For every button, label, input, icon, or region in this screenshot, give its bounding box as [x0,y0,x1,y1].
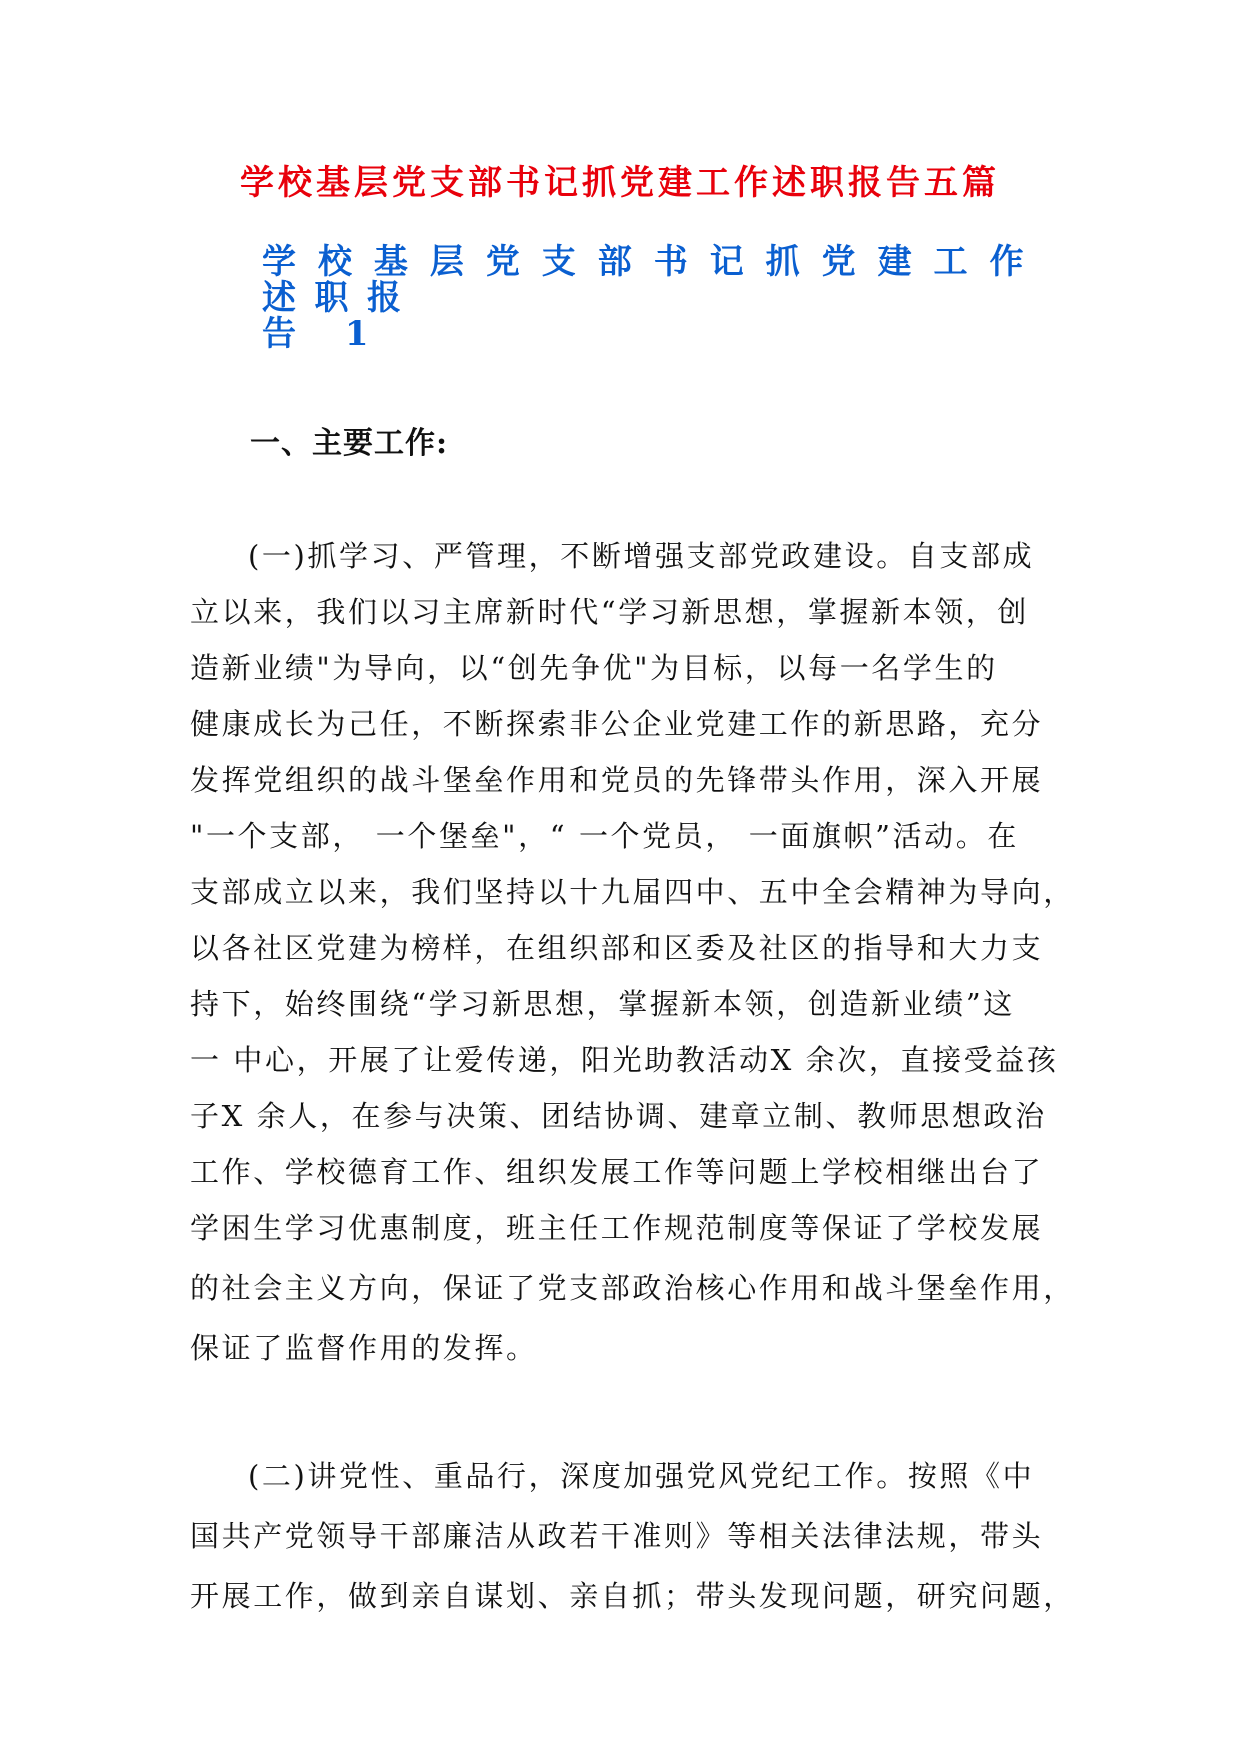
paragraph-line: 子X 余人，在参与决策、团结协调、建章立制、教师思想政治 [190,1099,1047,1133]
paragraph-line: (二)讲党性、重品行，深度加强党风党纪工作。按照《中 [248,1459,1035,1493]
paragraph-line: 立以来，我们以习主席新时代“学习新思想，掌握新本领，创 [190,595,1030,629]
paragraph-line: 造新业绩"为导向，以“创先争优"为目标，以每一名学生的 [190,651,998,685]
report-subtitle [262,244,1042,352]
paragraph-line: 一 中心，开展了让爱传递，阳光助教活动X 余次，直接受益孩 [190,1043,1059,1077]
paragraph-line: 持下，始终围绕“学习新思想，掌握新本领，创造新业绩”这 [190,987,1015,1021]
paragraph-1 [190,528,1075,1376]
paragraph-line: 健康成长为己任，不断探索非公企业党建工作的新思路，充分 [190,707,1044,741]
paragraph-line: 发挥党组织的战斗堡垒作用和党员的先锋带头作用，深入开展 [190,763,1044,797]
paragraph-line: 保证了监督作用的发挥。 [190,1331,538,1365]
paragraph-line: 的社会主义方向，保证了党支部政治核心作用和战斗堡垒作用， [190,1271,1075,1305]
paragraph-line: 开展工作，做到亲自谋划、亲自抓；带头发现问题，研究问题， [190,1579,1075,1613]
report-subtitle-line1: 学校基层党支部书记抓党建工作述职报 [262,242,1042,318]
section-heading: 一、主要工作: [250,426,449,461]
paragraph-line: "一个支部， 一个堡垒"，“ 一个党员， 一面旗帜”活动。在 [190,819,1019,853]
paragraph-line: 学困生学习优惠制度，班主任工作规范制度等保证了学校发展 [190,1211,1044,1245]
report-subtitle-line2: 告 1 [262,314,387,354]
document-title: 学校基层党支部书记抓党建工作述职报告五篇 [240,163,1000,203]
paragraph-line: 以各社区党建为榜样，在组织部和区委及社区的指导和大力支 [190,931,1044,965]
paragraph-line: 工作、学校德育工作、组织发展工作等问题上学校相继出台了 [190,1155,1044,1189]
paragraph-line: 支部成立以来，我们坚持以十九届四中、五中全会精神为导向， [190,875,1075,909]
paragraph-line: 国共产党领导干部廉洁从政若干准则》等相关法律法规，带头 [190,1519,1044,1553]
paragraph-2 [190,1448,1075,1624]
paragraph-line: (一)抓学习、严管理，不断增强支部党政建设。自支部成 [248,539,1035,573]
